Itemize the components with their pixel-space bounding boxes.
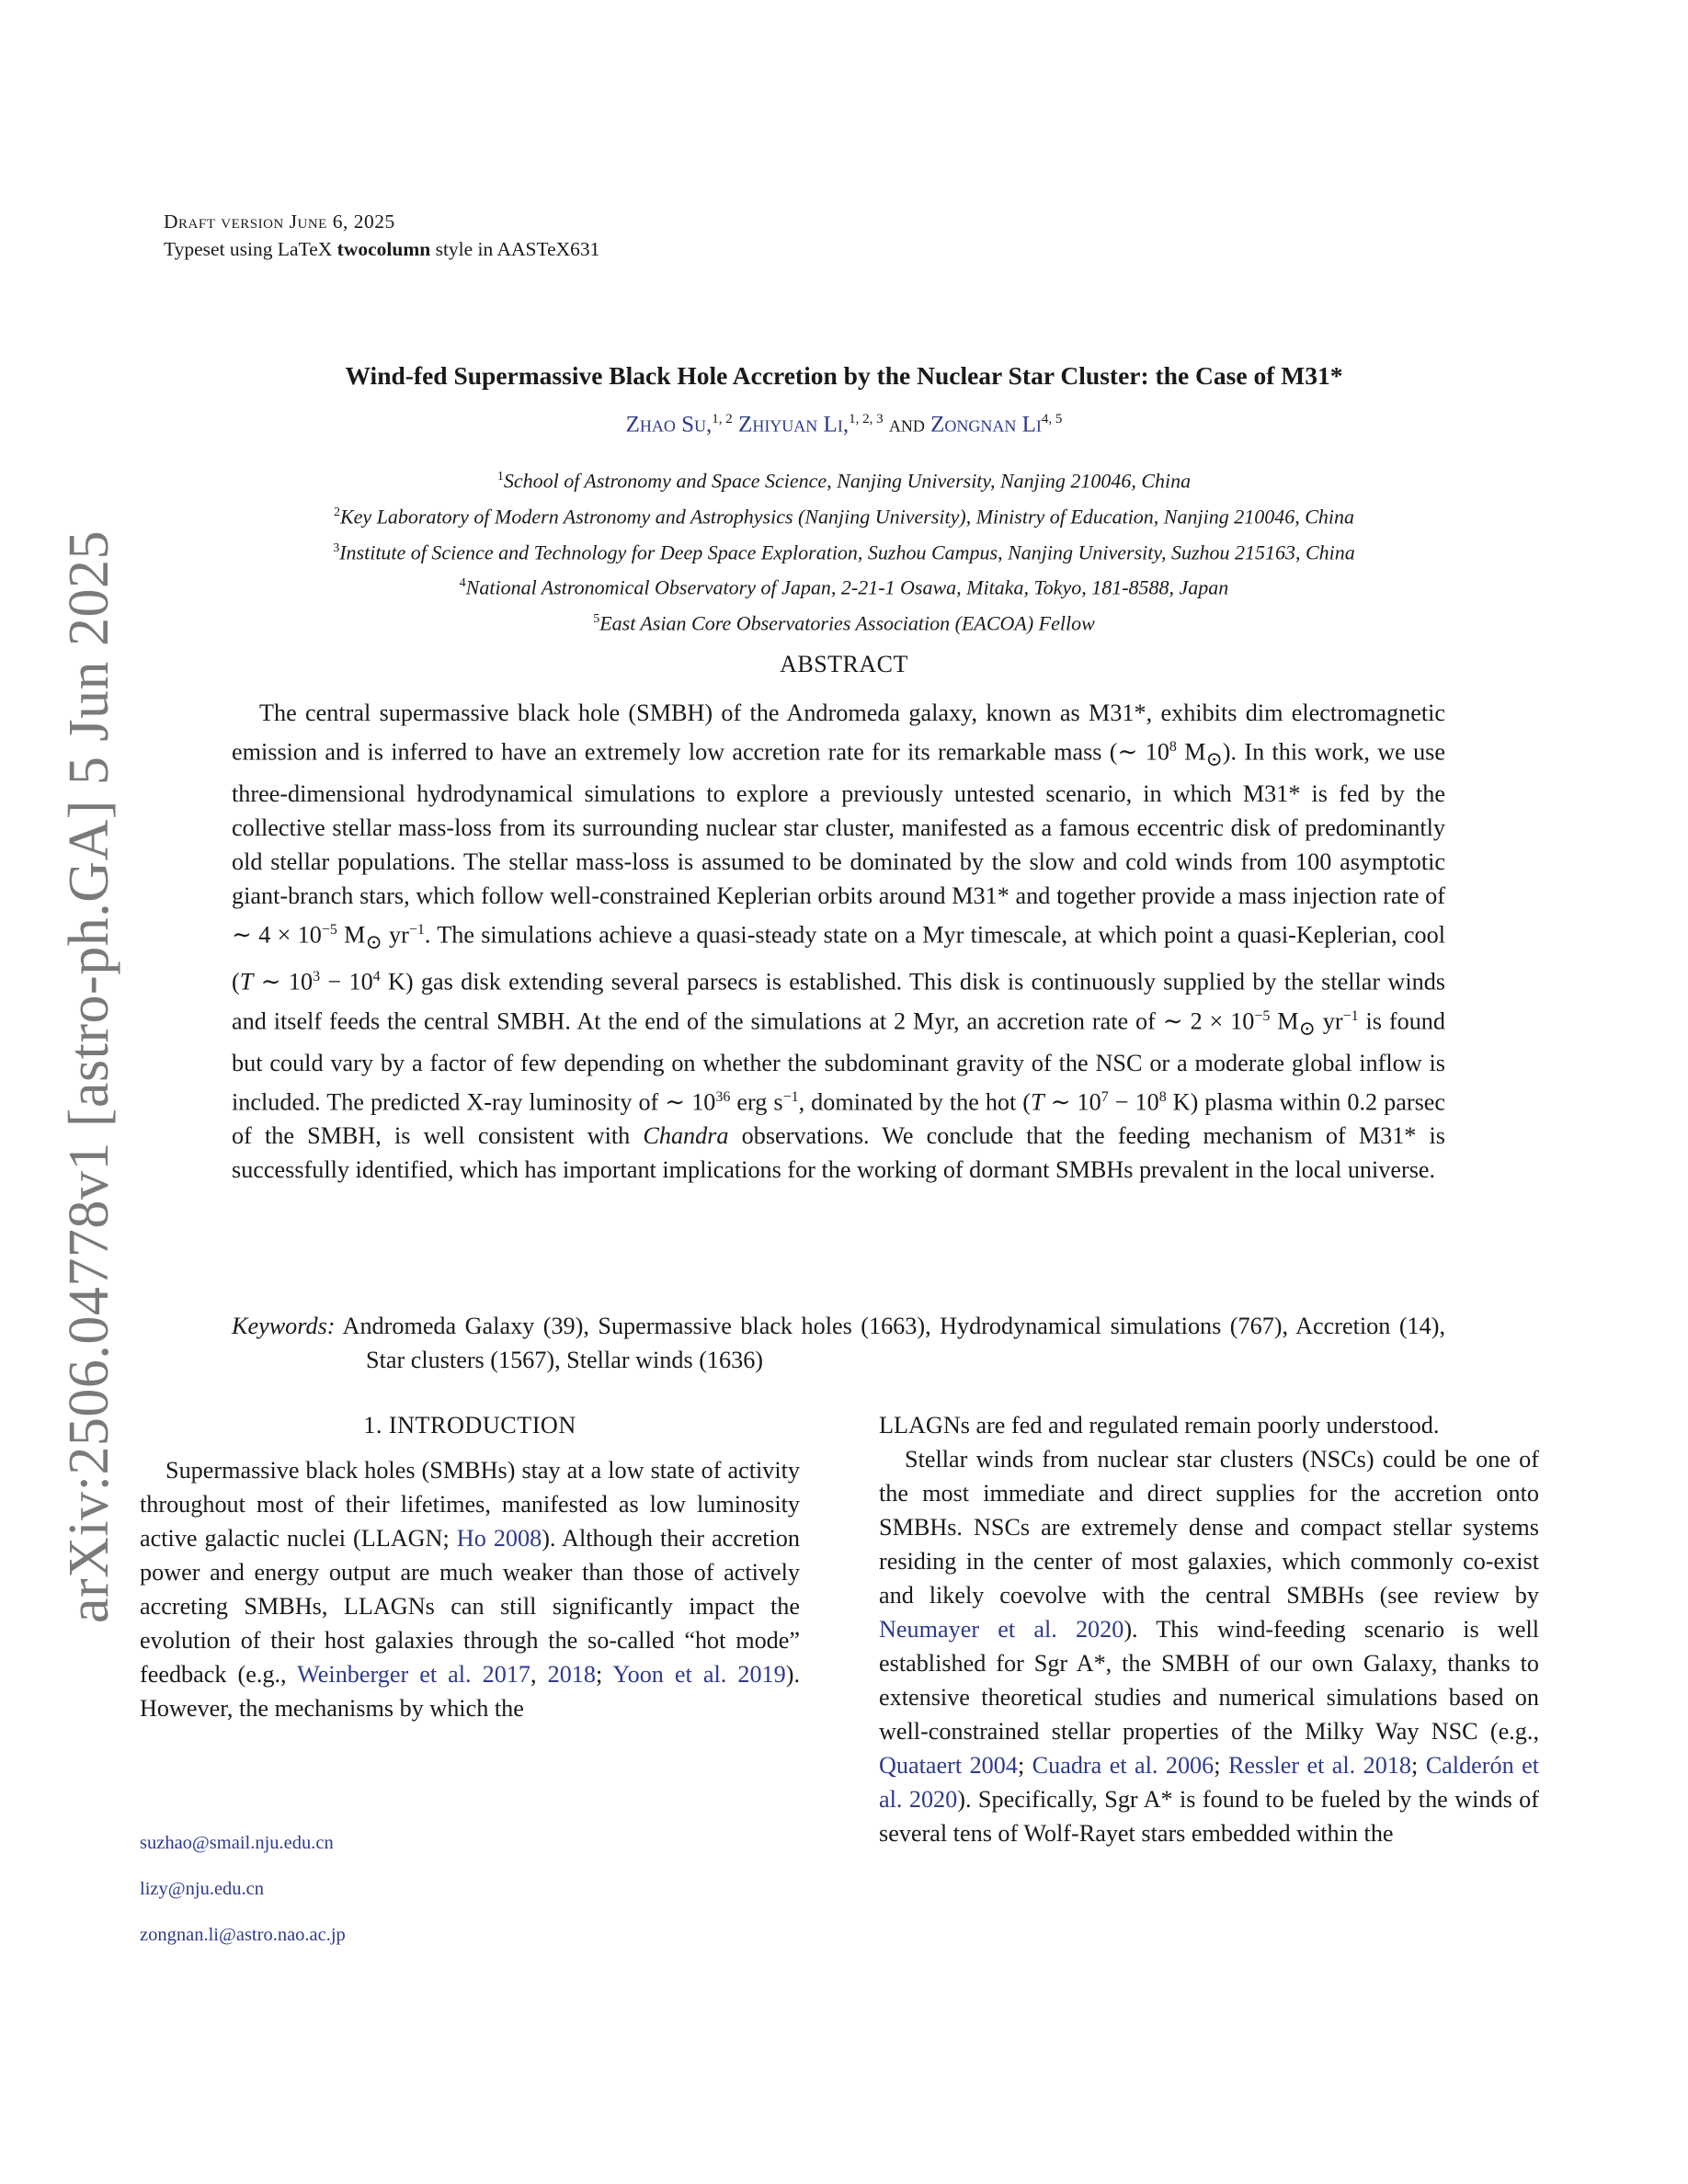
citation-link[interactable]: Weinberger et al. 2017 [297,1661,531,1688]
draft-version-line: Draft version June 6, 2025 [164,210,395,233]
paper-title: Wind-fed Supermassive Black Hole Accretion by the Nuclear Star Cluster: the Case of M31* [345,361,1343,390]
keywords-label: Keywords: [232,1313,336,1339]
affiliation-line: $^2$Key Laboratory of Modern Astronomy and Astrophysics (Nanjing University), Ministry of Education, Nanjing 210046, China [333,505,1354,529]
intro-paragraph-1: Supermassive black holes (SMBHs) stay at a low state of activity throughout most of their lifetimes, manifested as low luminosity active galactic nuclei (LLAGN; Ho 2008). Although their accretion power and energy output are much weaker than those of actively accreting SMBHs, LLAGNs can still significantly impact the evolution of their host galaxies through the so-called “hot mode” feedback (e.g., Weinberger et al. 2017, 2018; Yoon et al. 2019). However, the mechanisms by which the [140,1457,801,1722]
affiliation-list [138,461,1550,640]
citation-link[interactable]: 2018 [547,1661,596,1688]
section-heading-introduction: 1. INTRODUCTION [363,1412,576,1439]
citation-link[interactable]: Yoon et al. 2019 [612,1661,786,1688]
intro-paragraph-1-continued: LLAGNs are fed and regulated remain poorly understood. [879,1412,1440,1439]
arxiv-identifier-stamp: arXiv:2506.04778v1 [astro-ph.GA] 5 Jun 2025 [58,529,120,1623]
citation-link[interactable]: Ressler et al. 2018 [1227,1752,1412,1779]
author-conjunction: and [888,412,925,438]
keywords [232,1309,1445,1377]
abstract-heading: ABSTRACT [780,651,908,677]
typeset-line: Typeset using LaTeX twocolumn style in AASTeX631 [164,238,600,260]
intro-paragraph-2: Stellar winds from nuclear star clusters (NSCs) could be one of the most immediate and direct supplies for the accretion onto SMBHs. NSCs are extremely dense and compact stellar systems residing in the center of most galaxies, which commonly co-exist and likely coevolve with the central SMBHs (see review by Neumayer et al. 2020). This wind-feeding scenario is well established for Sgr A*, the SMBH of our own Galaxy, thanks to extensive theoretical studies and numerical simulations based on well-constrained stellar properties of the Milky Way NSC (e.g., Quataert 2004; Cuadra et al. 2006; Ressler et al. 2018; Calderón et al. 2020). Specifically, Sgr A* is found to be fueled by the winds of several tens of Wolf-Rayet stars embedded within the [879,1446,1540,1847]
author-link[interactable]: Zhao Su, [625,412,713,438]
citation-link[interactable]: Ho 2008 [456,1525,542,1552]
citation-link[interactable]: Neumayer et al. 2020 [879,1616,1124,1643]
abstract-body: The central supermassive black hole (SMBH) of the Andromeda galaxy, known as M31*, exhibits dim electromagnetic emission and is inferred to have an extremely low accretion rate for its remarkable mass (∼ $10^8$ $M_⊙$). In this work, we use three-dimensional hydrodynamical simulations to explore a previously untested scenario, in which M31* is fed by the collective stellar mass-loss from its surrounding nuclear star cluster, manifested as a famous eccentric disk of predominantly old stellar populations. The stellar mass-loss is assumed to be dominated by the slow and cold winds from 100 asymptotic giant-branch stars, which follow well-constrained Keplerian orbits around M31* and together provide a mass injection rate of ∼ $4 \times 10^{-5}$ $M_⊙$ $yr^{-1}$. The simulations achieve a quasi-steady state on a Myr timescale, at which point a quasi-Keplerian, cool (T ∼ $10^3 - 10^4$ K) gas disk extending several parsecs is established. This disk is continuously supplied by the stellar winds and itself feeds the central SMBH. At the end of the simulations at 2 Myr, an accretion rate of ∼ $2 \times 10^{-5}$ $M_⊙$ $yr^{-1}$ is found but could vary by a factor of few depending on whether the subdominant gravity of the NSC or a moderate global inflow is included. The predicted X-ray luminosity of ∼ $10^{36}$ erg $s^{-1}$, dominated by the hot (T ∼ $10^7 - 10^8$ K) plasma within 0.2 parsec of the SMBH, is well consistent with Chandra observations. We conclude that the feeding mechanism of M31* is successfully identified, which has important implications for the working of dormant SMBHs prevalent in the local universe. [232,700,1446,1184]
citation-link[interactable]: Calderón et al. 2020 [879,1752,1540,1813]
citation-link[interactable]: Quataert 2004 [879,1752,1018,1779]
author-list: Zhao Su,$^{1, 2}$ Zhiyuan Li,$^{1, 2, 3}$ and Zongnan Li$^{4, 5}$ [625,412,1063,438]
email-link[interactable]: zongnan.li@astro.nao.ac.jp [140,1925,346,1945]
author-link[interactable]: Zongnan Li [930,412,1042,438]
right-column [879,1408,1539,1850]
document-header [164,208,599,263]
affiliation-line: $^4$National Astronomical Observatory of Japan, 2-21-1 Osawa, Mitaka, Tokyo, 181-8588, Japan [459,575,1229,599]
citation-link[interactable]: Cuadra et al. 2006 [1032,1752,1215,1779]
author-link[interactable]: Zhiyuan Li, [738,412,850,438]
author-emails [140,1820,346,1958]
email-link[interactable]: suzhao@smail.nju.edu.cn [140,1833,334,1853]
affiliation-line: $^1$School of Astronomy and Space Science, Nanjing University, Nanjing 210046, China [496,469,1192,493]
left-column [140,1408,800,1725]
email-link[interactable]: lizy@nju.edu.cn [140,1879,265,1899]
affiliation-line: $^5$East Asian Core Observatories Association (EACOA) Fellow [593,611,1095,635]
keywords-text: Andromeda Galaxy (39), Supermassive black holes (1663), Hydrodynamical simulations (767), Accretion (14), Star clusters (1567), Stellar winds (1636) [335,1313,1445,1373]
latex-logo: LaTeX [277,238,333,260]
affiliation-line: $^3$Institute of Science and Technology for Deep Space Exploration, Suzhou Campus, Nanjing University, Suzhou 215163, China [333,540,1355,563]
